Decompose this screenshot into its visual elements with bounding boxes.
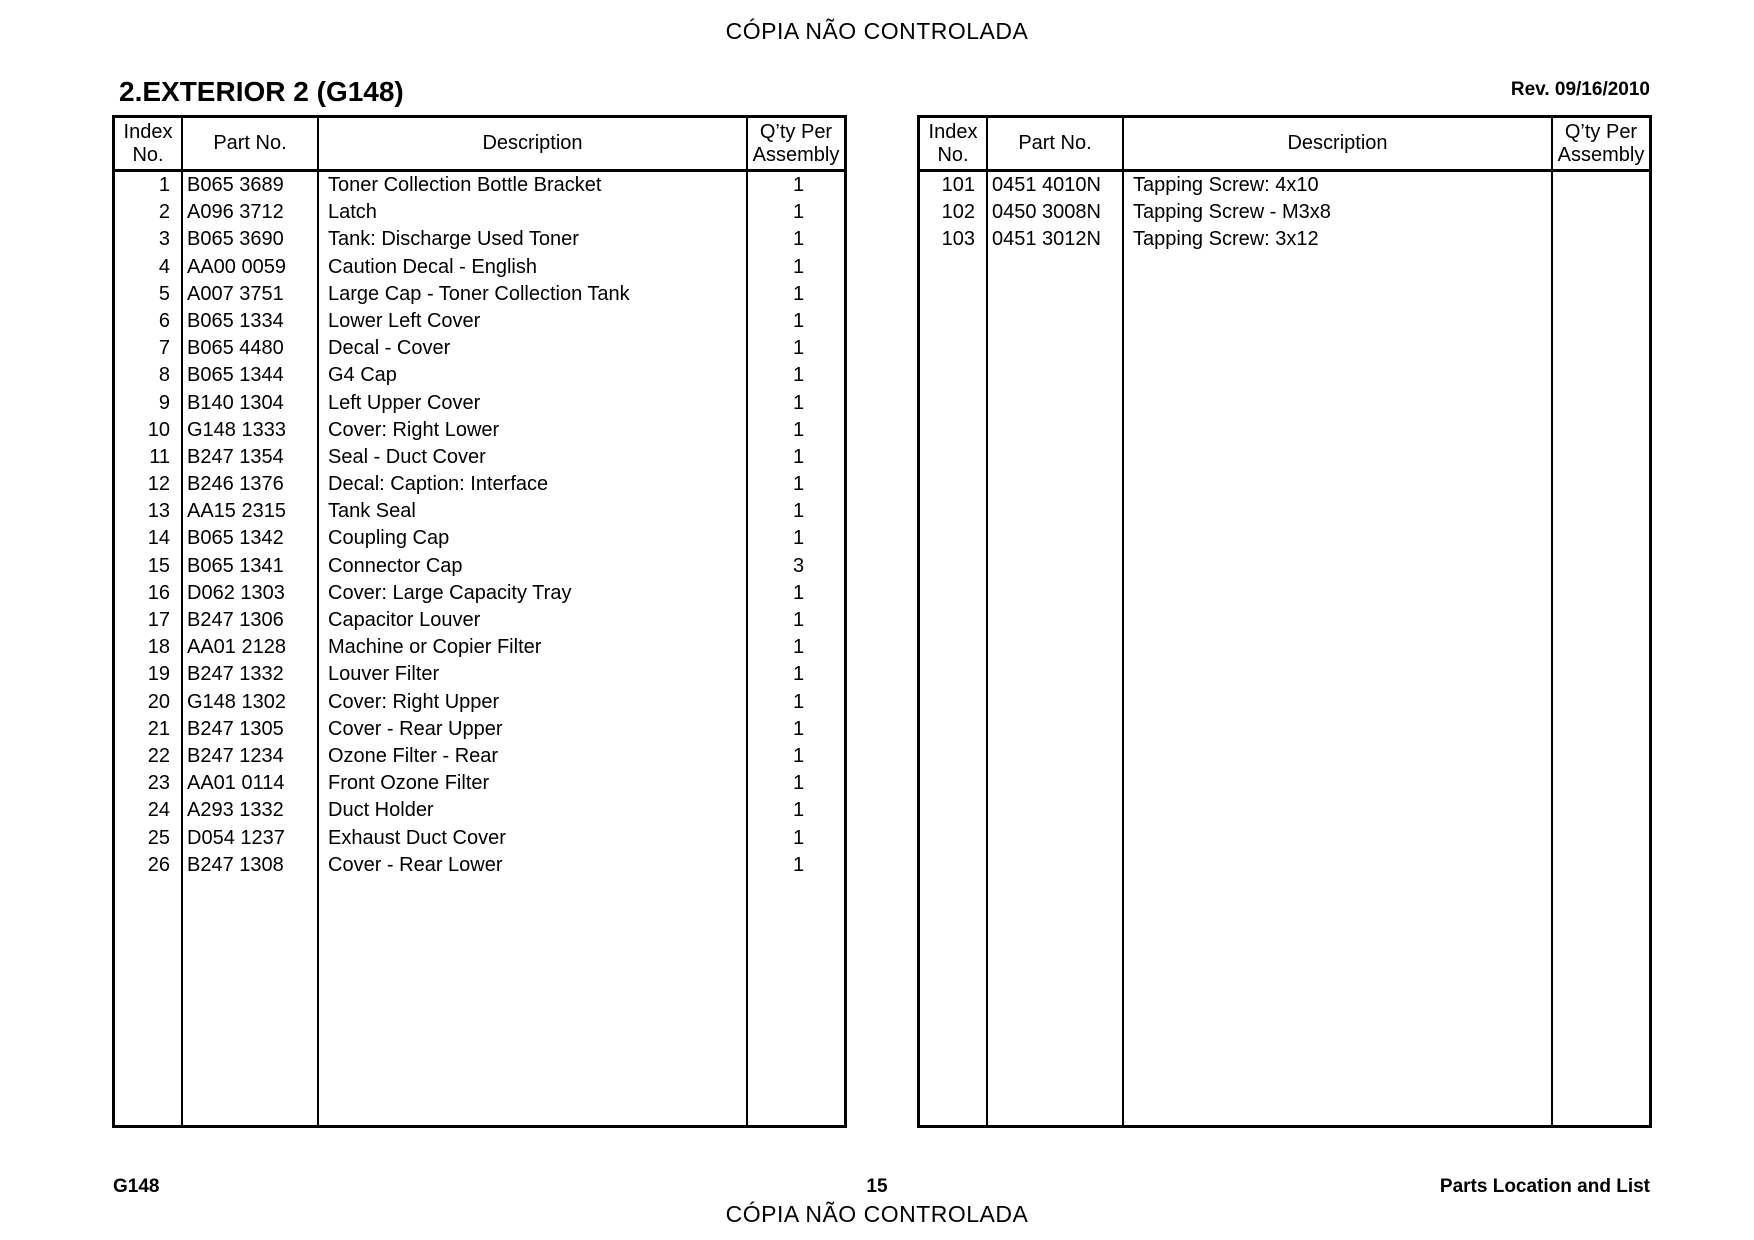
table-row [115,743,844,770]
index-cell: 9 [158,391,170,414]
index-cell: 4 [158,255,170,278]
quantity-cell: 1 [792,337,805,360]
index-cell: 16 [147,581,170,604]
index-cell: 103 [941,228,975,251]
table-row [115,634,844,661]
description-cell: Machine or Copier Filter [328,636,542,659]
quantity-cell: 1 [792,772,805,795]
header-qty-per-assembly: Q’ty Per Assembly [752,120,840,166]
index-cell: 18 [147,636,170,659]
quantity-cell [1555,226,1652,253]
description-cell: Tapping Screw: 3x12 [1133,228,1319,251]
part-number-cell: B065 1342 [187,527,284,550]
part-number-cell: B247 1332 [187,663,284,686]
index-cell: 102 [941,201,975,224]
index-cell: 14 [147,527,170,550]
quantity-cell: 1 [792,174,805,196]
quantity-cell: 1 [792,690,805,713]
header-qty-per-assembly: Q’ty Per Assembly [1557,120,1645,166]
part-number-cell: B065 3689 [187,174,284,196]
index-cell: 7 [158,337,170,360]
quantity-cell: 1 [792,418,805,441]
footer-model: G148 [113,1176,160,1197]
column-divider [1551,118,1553,1125]
description-cell: Ozone Filter - Rear [328,744,499,767]
description-cell: Louver Filter [328,663,440,686]
part-number-cell: AA01 2128 [187,636,286,659]
quantity-cell: 1 [792,826,805,849]
table-row [115,525,844,552]
part-number-cell: G148 1302 [187,690,286,713]
watermark-bottom: CÓPIA NÃO CONTROLADA [725,1201,1029,1227]
part-number-cell: B247 1234 [187,744,284,767]
description-cell: Tank Seal [328,500,416,523]
part-number-cell: AA01 0114 [187,772,285,795]
quantity-cell: 1 [792,853,805,876]
index-cell: 5 [158,282,170,305]
description-cell: Cover - Rear Lower [328,853,503,876]
description-cell: Seal - Duct Cover [328,445,486,468]
part-number-cell: B065 1334 [187,309,284,332]
part-number-cell: B140 1304 [187,391,284,414]
index-cell: 23 [147,772,170,795]
header-description: Description [482,132,583,154]
part-number-cell: 0450 3008N [992,201,1101,224]
table-row [115,471,844,498]
description-cell: Cover - Rear Upper [328,717,503,740]
part-number-cell: D062 1303 [187,581,285,604]
table-row [920,226,1649,253]
quantity-cell: 1 [792,282,805,305]
index-cell: 1 [158,174,170,196]
quantity-cell: 1 [792,309,805,332]
part-number-cell: B247 1306 [187,609,284,631]
table-row [920,199,1649,226]
index-cell: 15 [147,554,170,577]
description-cell: Exhaust Duct Cover [328,826,506,849]
description-cell: Front Ozone Filter [328,772,490,795]
description-cell: Cover: Large Capacity Tray [328,581,572,604]
part-number-cell: AA00 0059 [187,255,286,278]
index-cell: 21 [147,717,170,740]
index-cell: 22 [147,744,170,767]
description-cell: Decal - Cover [328,337,451,360]
description-cell: Coupling Cap [328,527,450,550]
description-cell: Left Upper Cover [328,391,481,414]
parts-rows-left [115,172,844,879]
table-row [115,580,844,607]
parts-table-right [917,115,1652,1128]
part-number-cell: D054 1237 [187,826,285,849]
header-index-no: Index No. [123,120,173,166]
part-number-cell: G148 1333 [187,418,286,441]
table-row [115,498,844,525]
header-part-no: Part No. [1018,132,1092,154]
index-cell: 17 [147,609,170,631]
index-cell: 10 [147,418,170,441]
table-row [115,661,844,688]
index-cell: 19 [147,663,170,686]
table-row [115,716,844,743]
section-title: 2.EXTERIOR 2 (G148) [119,76,404,107]
table-row [115,689,844,716]
part-number-cell: A096 3712 [187,201,284,224]
footer-page-number: 15 [866,1176,888,1197]
part-number-cell: A293 1332 [187,799,284,822]
quantity-cell: 1 [792,663,805,686]
description-cell: Lower Left Cover [328,309,481,332]
index-cell: 8 [158,364,170,387]
description-cell: Decal: Caption: Interface [328,473,549,496]
table-row [115,199,844,226]
description-cell: Tapping Screw - M3x8 [1133,201,1331,224]
description-cell: Caution Decal - English [328,255,537,278]
table-row [115,281,844,308]
index-cell: 13 [147,500,170,523]
description-cell: Latch [328,201,377,224]
column-divider [1122,118,1124,1125]
part-number-cell: A007 3751 [187,282,284,305]
description-cell: Cover: Right Upper [328,690,500,713]
header-part-no: Part No. [213,132,287,154]
index-cell: 24 [147,799,170,822]
table-row [115,390,844,417]
quantity-cell: 1 [792,364,805,387]
footer-section: Parts Location and List [1439,1176,1650,1197]
quantity-cell: 1 [792,636,805,659]
index-cell: 101 [941,174,975,196]
part-number-cell: 0451 4010N [992,174,1101,196]
index-cell: 3 [158,228,170,251]
table-row [115,770,844,797]
table-row [115,607,844,634]
header-index-no: Index No. [928,120,978,166]
part-number-cell: B247 1308 [187,853,284,876]
table-row [115,362,844,389]
column-divider [986,118,988,1125]
part-number-cell: B247 1305 [187,717,284,740]
table-row [115,553,844,580]
description-cell: Large Cap - Toner Collection Tank [328,282,630,305]
parts-rows-right [920,172,1649,254]
description-cell: Connector Cap [328,554,463,577]
quantity-cell: 1 [792,201,805,224]
quantity-cell: 1 [792,473,805,496]
quantity-cell: 1 [792,500,805,523]
index-cell: 2 [158,201,170,224]
description-cell: Cover: Right Lower [328,418,500,441]
revision-date: Rev. 09/16/2010 [1510,79,1650,100]
description-cell: Duct Holder [328,799,434,822]
quantity-cell: 1 [792,228,805,251]
description-cell: Tank: Discharge Used Toner [328,228,579,251]
quantity-cell: 1 [792,799,805,822]
quantity-cell: 1 [792,581,805,604]
part-number-cell: B065 3690 [187,228,284,251]
quantity-cell: 1 [792,445,805,468]
table-row [115,172,844,199]
quantity-cell: 3 [792,554,805,577]
table-row [115,797,844,824]
parts-table-left [112,115,847,1128]
part-number-cell: B065 1341 [187,554,284,577]
quantity-cell: 1 [792,744,805,767]
description-cell: Tapping Screw: 4x10 [1133,174,1319,196]
table-row [115,417,844,444]
quantity-cell: 1 [792,609,805,631]
quantity-cell: 1 [792,717,805,740]
index-cell: 11 [149,445,170,468]
table-row [920,172,1649,199]
table-row [115,444,844,471]
quantity-cell [1555,199,1652,226]
description-cell: Capacitor Louver [328,609,481,631]
index-cell: 20 [147,690,170,713]
part-number-cell: B065 4480 [187,337,284,360]
part-number-cell: 0451 3012N [992,228,1101,251]
table-row [115,335,844,362]
quantity-cell [1555,172,1652,199]
index-cell: 12 [147,473,170,496]
description-cell: Toner Collection Bottle Bracket [328,174,602,196]
index-cell: 6 [158,309,170,332]
quantity-cell: 1 [792,255,805,278]
part-number-cell: AA15 2315 [187,500,286,523]
table-row [115,825,844,852]
quantity-cell: 1 [792,527,805,550]
header-description: Description [1287,132,1388,154]
part-number-cell: B247 1354 [187,445,284,468]
description-cell: G4 Cap [328,364,397,387]
table-row [115,852,844,879]
table-row [115,254,844,281]
watermark-top: CÓPIA NÃO CONTROLADA [725,18,1029,44]
part-number-cell: B246 1376 [187,473,284,496]
index-cell: 25 [147,826,170,849]
quantity-cell: 1 [792,391,805,414]
index-cell: 26 [147,853,170,876]
table-row [115,226,844,253]
part-number-cell: B065 1344 [187,364,284,387]
table-row [115,308,844,335]
